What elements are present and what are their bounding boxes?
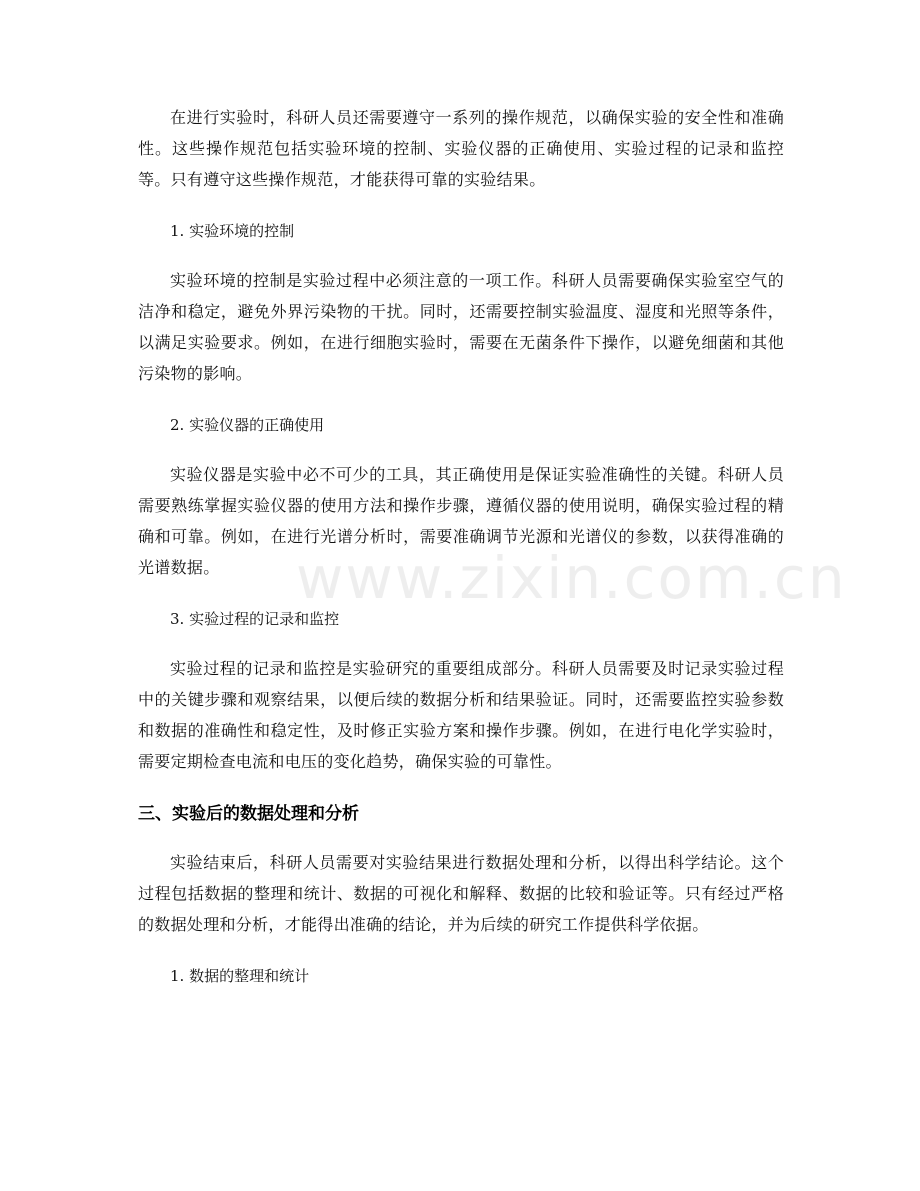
subheading-record-monitor: 3. 实验过程的记录和监控 [170,610,340,628]
paragraph-data-processing: 实验结束后，科研人员需要对实验结果进行数据处理和分析，以得出科学结论。这个过程包括数据的整理和统计、数据的可视化和解释、数据的比较和验证等。只有经过严格的数据处理和分析，才能得出准确的结论，并为后续的研究工作提供科学依据。 [138,853,784,934]
document-body [138,102,784,1010]
subheading-instrument-usage: 2. 实验仪器的正确使用 [170,416,325,434]
paragraph-record-monitor: 实验过程的记录和监控是实验研究的重要组成部分。科研人员需要及时记录实验过程中的关键步骤和观察结果，以便后续的数据分析和结果验证。同时，还需要监控实验参数和数据的准确性和稳定性，及时修正实验方案和操作步骤。例如，在进行电化学实验时，需要定期检查电流和电压的变化趋势，确保实验的可靠性。 [138,659,784,771]
subheading-environment-control: 1. 实验环境的控制 [170,222,295,240]
watermark: www.zixin.com.cn [296,544,847,612]
section-heading-data-processing: 三、实验后的数据处理和分析 [138,804,359,824]
subheading-data-organization: 1. 数据的整理和统计 [170,967,310,985]
paragraph-instrument-usage: 实验仪器是实验中必不可少的工具，其正确使用是保证实验准确性的关键。科研人员需要熟练掌握实验仪器的使用方法和操作步骤，遵循仪器的使用说明，确保实验过程的精确和可靠。例如，在进行光谱分析时，需要准确调节光源和光谱仪的参数，以获得准确的光谱数据。 [138,465,784,577]
paragraph-environment-control: 实验环境的控制是实验过程中必须注意的一项工作。科研人员需要确保实验室空气的洁净和稳定，避免外界污染物的干扰。同时，还需要控制实验温度、湿度和光照等条件，以满足实验要求。例如，在进行细胞实验时，需要在无菌条件下操作，以避免细菌和其他污染物的影响。 [138,271,784,383]
paragraph-operating-norms: 在进行实验时，科研人员还需要遵守一系列的操作规范，以确保实验的安全性和准确性。这些操作规范包括实验环境的控制、实验仪器的正确使用、实验过程的记录和监控等。只有遵守这些操作规范，才能获得可靠的实验结果。 [138,108,784,189]
